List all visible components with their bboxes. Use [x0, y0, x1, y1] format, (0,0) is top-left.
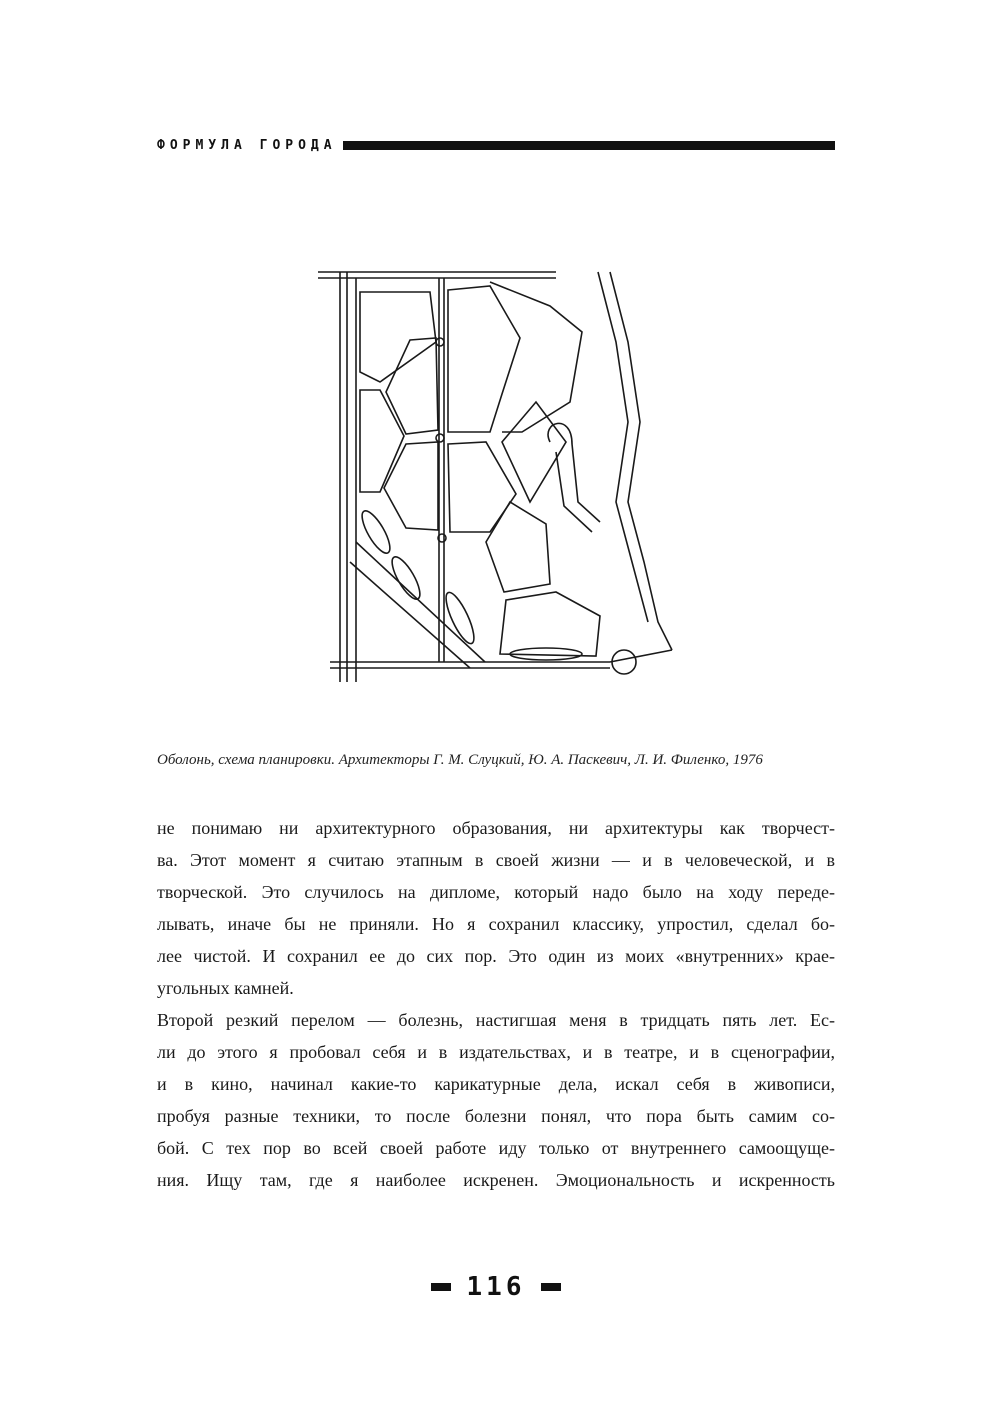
- site-plan-figure: [310, 262, 682, 710]
- text-line: не понимаю ни архитектурного образования, ни архитектуры как творчест-: [157, 818, 835, 838]
- text-line: угольных камней.: [157, 978, 294, 998]
- page-number-bar-right: [541, 1283, 561, 1291]
- text-line: бой. С тех пор во всей своей работе иду только от внутреннего самоощуще-: [157, 1138, 835, 1158]
- running-title: ФОРМУЛА ГОРОДА: [157, 137, 337, 153]
- text-line: творческой. Это случилось на дипломе, который надо было на ходу переде-: [157, 882, 835, 902]
- text-line: пробуя разные техники, то после болезни понял, что пора быть самим со-: [157, 1106, 835, 1126]
- text-line: ва. Этот момент я считаю этапным в своей жизни — и в человеческой, и в: [157, 850, 835, 870]
- running-header: [157, 136, 835, 154]
- obolon-site-plan-icon: [310, 262, 682, 710]
- text-line: лывать, иначе бы не приняли. Но я сохранил классику, упростил, сделал бо-: [157, 914, 835, 934]
- page-number: 116: [466, 1272, 526, 1302]
- body-text: [157, 812, 835, 1196]
- text-line: лее чистой. И сохранил ее до сих пор. Это один из моих «внутренних» крае-: [157, 946, 835, 966]
- page-number-bar-left: [431, 1283, 451, 1291]
- text-line: ния. Ищу там, где я наиболее искренен. Эмоциональность и искренность: [157, 1170, 835, 1190]
- header-rule: [343, 141, 835, 150]
- text-line: ли до этого я пробовал себя и в издательствах, и в театре, и в сценографии,: [157, 1042, 835, 1062]
- text-line: и в кино, начинал какие-то карикатурные дела, искал себя в живописи,: [157, 1074, 835, 1094]
- text-line: Второй резкий перелом — болезнь, настигшая меня в тридцать пять лет. Ес-: [157, 1010, 835, 1030]
- page-number-footer: [0, 1272, 992, 1302]
- figure-caption: Оболонь, схема планировки. Архитекторы Г. М. Слуцкий, Ю. А. Паскевич, Л. И. Филенко, 1976: [157, 752, 763, 768]
